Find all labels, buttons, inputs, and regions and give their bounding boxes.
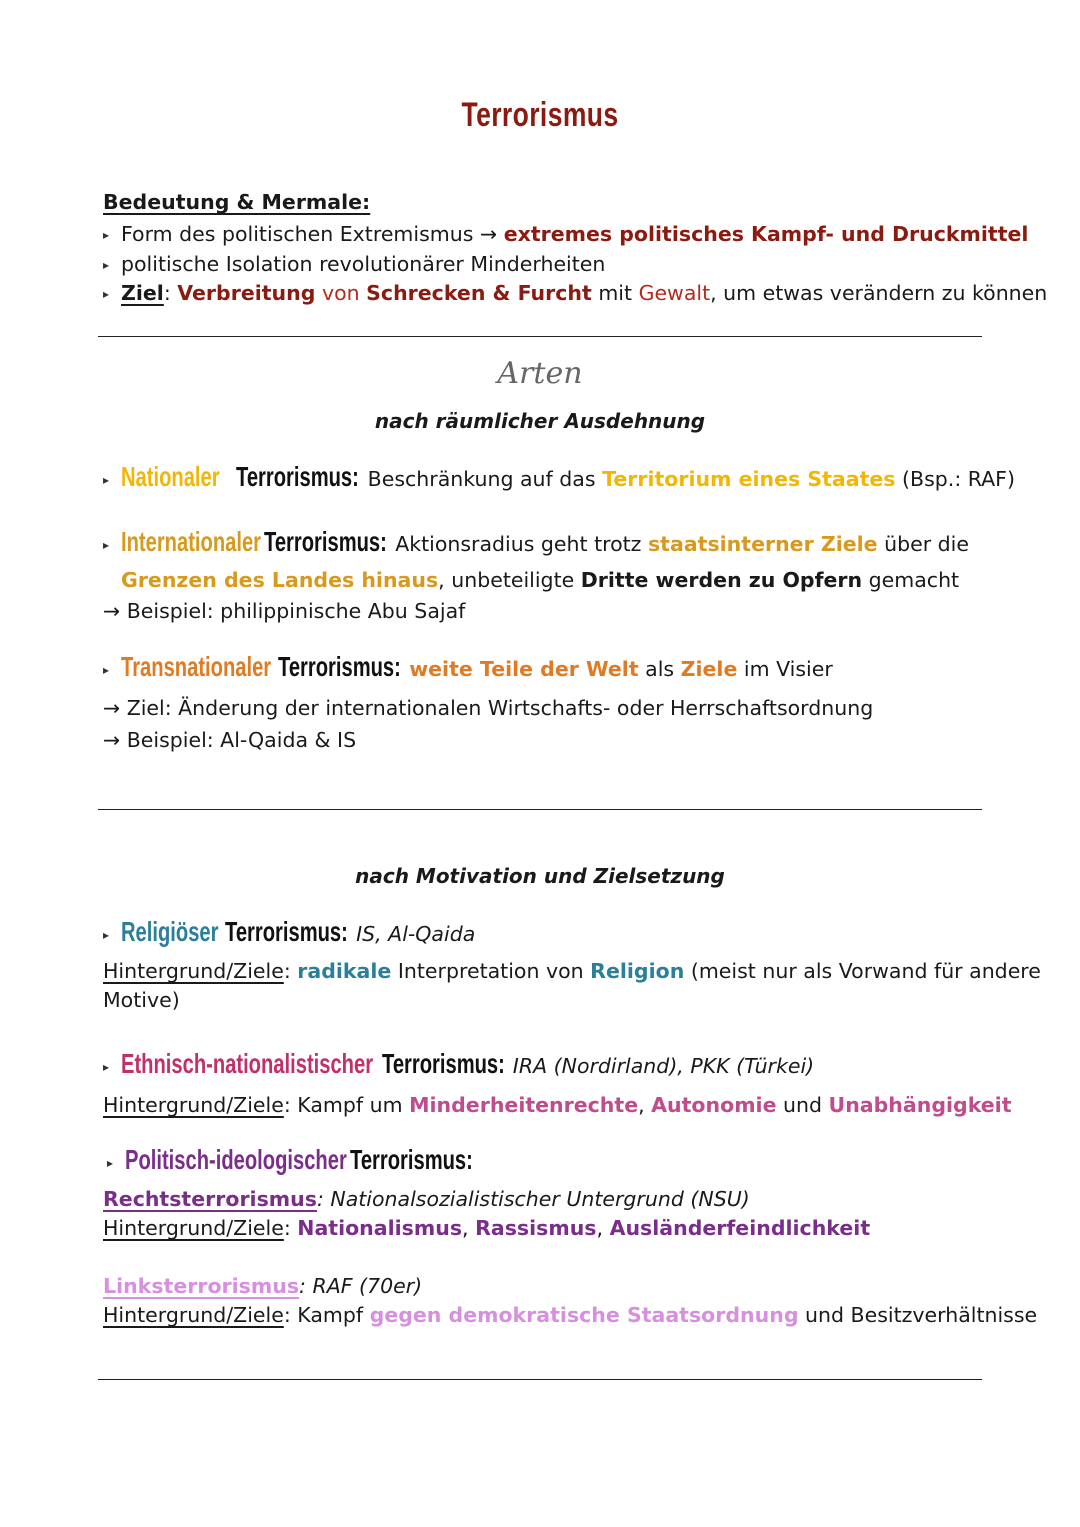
rechtsterrorismus: Rechtsterrorismus: Nationalsozialistischer Untergrund (NSU) bbox=[103, 1187, 750, 1211]
bullet-icon: ▸ bbox=[103, 928, 110, 942]
item-internationaler: ▸ Internationaler Terrorismus: Aktionsradius geht trotz staatsinterner Ziele über die bbox=[103, 527, 969, 560]
subtitle-raeumlich: nach räumlicher Ausdehnung bbox=[374, 409, 706, 433]
bullet-icon: ▸ bbox=[103, 473, 110, 487]
bullet-icon: ▸ bbox=[103, 1060, 110, 1074]
item-politisch: ▸ Politisch-ideologischer Terrorismus: bbox=[107, 1145, 474, 1178]
subtitle-motivation: nach Motivation und Zielsetzung bbox=[355, 864, 725, 888]
item-religioeser: ▸ Religiöser Terrorismus: IS, Al-Qaida bbox=[103, 917, 475, 950]
divider bbox=[98, 336, 982, 337]
bullet-isolation: ▸ politische Isolation revolutionärer Minderheiten bbox=[103, 250, 605, 280]
trans-example: → Beispiel: Al-Qaida & IS bbox=[103, 728, 357, 752]
item-transnationaler: ▸ Transnationaler Terrorismus: weite Teile der Welt als Ziele im Visier bbox=[103, 652, 833, 685]
ethnisch-hintergrund: Hintergrund/Ziele: Kampf um Minderheitenrechte, Autonomie und Unabhängigkeit bbox=[103, 1093, 1012, 1117]
bullet-icon: ▸ bbox=[103, 538, 110, 552]
trans-ziel: → Ziel: Änderung der internationalen Wirtschafts- oder Herrschaftsordnung bbox=[103, 696, 874, 720]
bullet-form: ▸ Form des politischen Extremismus → extremes politisches Kampf- und Druckmittel bbox=[103, 220, 1028, 250]
bullet-icon: ▸ bbox=[103, 228, 110, 242]
arrow-icon: → bbox=[479, 222, 498, 246]
example-abu-sajaf: → Beispiel: philippinische Abu Sajaf bbox=[103, 599, 466, 623]
bullet-icon: ▸ bbox=[103, 663, 110, 677]
bullet-icon: ▸ bbox=[103, 287, 110, 301]
bullet-icon: ▸ bbox=[103, 258, 110, 272]
rechts-hintergrund: Hintergrund/Ziele: Nationalismus, Rassismus, Ausländerfeindlichkeit bbox=[103, 1216, 871, 1240]
linksterrorismus: Linksterrorismus: RAF (70er) bbox=[103, 1274, 423, 1298]
item-internationaler-line2: Grenzen des Landes hinaus, unbeteiligte Dritte werden zu Opfern gemacht bbox=[121, 568, 960, 592]
item-ethnisch: ▸ Ethnisch-nationalistischer Terrorismus: IRA (Nordirland), PKK (Türkei) bbox=[103, 1049, 814, 1082]
item-nationaler: ▸ Nationaler Terrorismus: Beschränkung auf das Territorium eines Staates (Bsp.: RAF) bbox=[103, 462, 1015, 495]
divider bbox=[98, 1379, 982, 1380]
links-hintergrund: Hintergrund/Ziele: Kampf gegen demokratische Staatsordnung und Besitzverhältnisse bbox=[103, 1303, 1038, 1327]
religioeser-hintergrund: Hintergrund/Ziele: radikale Interpretation von Religion (meist nur als Vorwand für andere bbox=[103, 959, 1041, 983]
religioeser-hintergrund-line2: Motive) bbox=[103, 988, 180, 1012]
section-heading-bedeutung: Bedeutung & Mermale: bbox=[103, 190, 371, 214]
bullet-icon: ▸ bbox=[107, 1156, 114, 1170]
arten-handwritten: Arten bbox=[497, 356, 583, 391]
page-title: Terrorismus bbox=[461, 96, 619, 134]
divider bbox=[98, 809, 982, 810]
bullet-ziel: ▸ Ziel: Verbreitung von Schrecken & Furcht mit Gewalt, um etwas verändern zu können bbox=[103, 279, 1047, 309]
